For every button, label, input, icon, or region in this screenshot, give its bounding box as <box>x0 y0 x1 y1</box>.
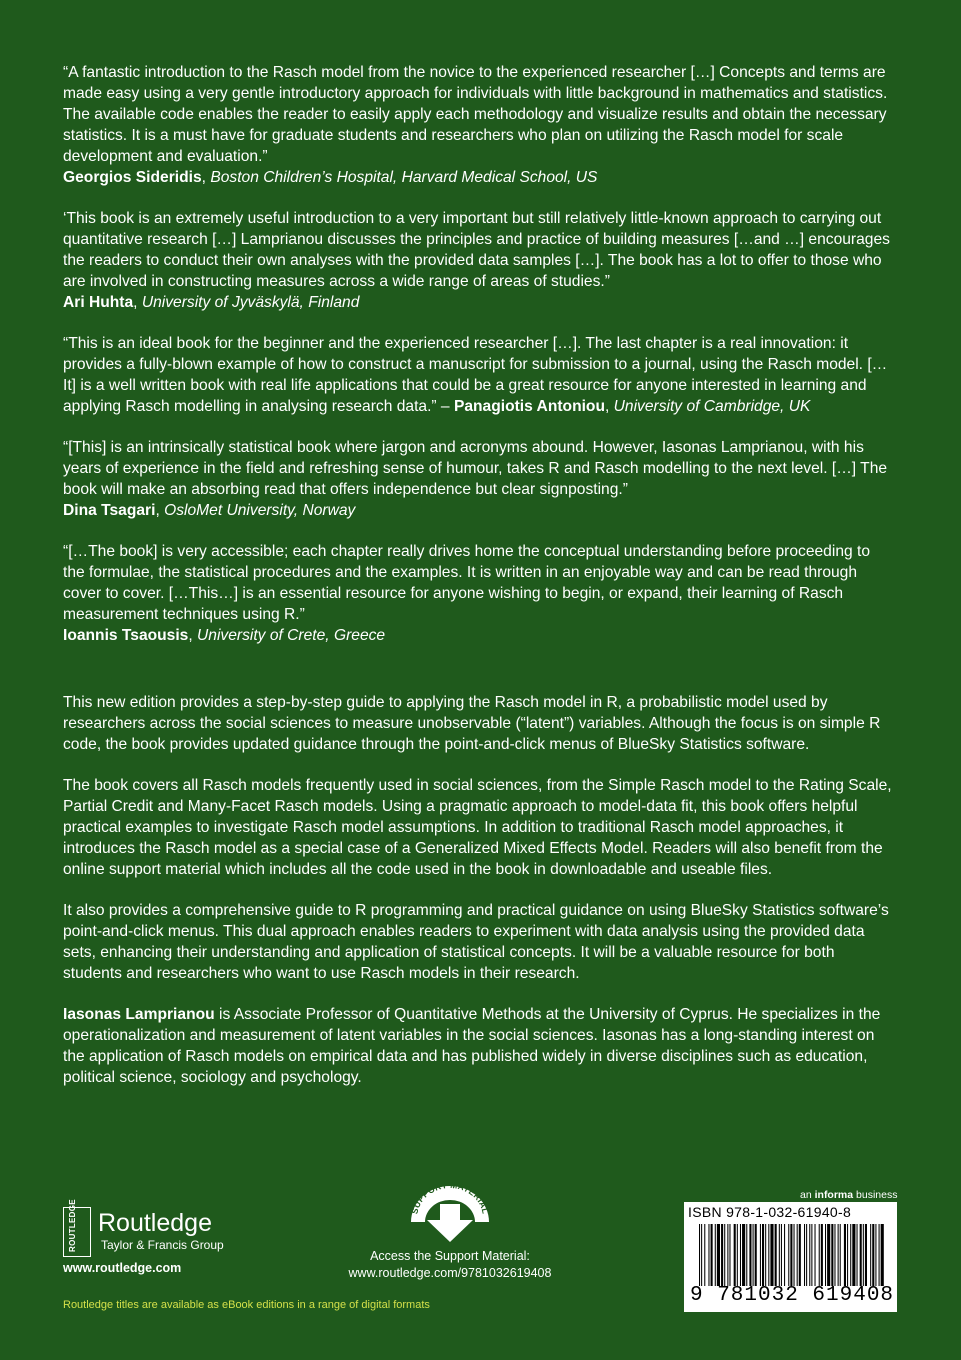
barcode-bar <box>799 1224 801 1286</box>
barcode-bar <box>806 1224 807 1286</box>
description-paragraph: The book covers all Rasch models frequently used in social sciences, from the Simple Rasch model to the Rating Scale, Partial Credit and Many-Facet Rasch models. Using a pragmatic approach to model-data fit, this book offers helpful practical examples to investigate Rasch model assumptions. In addition to traditional Rasch model approaches, it introduces the Rasch model as a special case of a Generalized Mixed Effects Model. Readers will also benefit from the online support material which includes all the code used in the book in downloadable and useable files. <box>63 777 892 878</box>
quote-text: “This is an ideal book for the beginner and the experienced researcher […]. The last chapter is a real innovation: it provides a fully-blown example of how to construct a manuscript for submission to a journal, using the Rasch model. […It] is a well written book with real life applications that could be a great resource for anyone interested in learning and applying Rasch modelling in analysing research data.” – <box>63 335 888 415</box>
back-cover-text <box>63 62 893 1088</box>
barcode-bar <box>857 1224 858 1286</box>
quote-source: Georgios Sideridis, Boston Children’s Hospital, Harvard Medical School, US <box>63 169 598 186</box>
barcode-bar <box>727 1224 728 1286</box>
isbn-text: ISBN 978-1-032-61940-8 <box>688 1204 852 1220</box>
barcode-bar <box>847 1224 848 1286</box>
publisher-url[interactable]: www.routledge.com <box>63 1261 182 1275</box>
barcode-bar <box>721 1224 723 1286</box>
barcode-bar <box>742 1224 745 1286</box>
barcode-bar <box>729 1224 730 1286</box>
ebook-note: Routledge titles are available as eBook editions in a range of digital formats <box>63 1299 430 1311</box>
author-name: Iasonas Lamprianou <box>63 1006 215 1023</box>
barcode-bar <box>746 1224 747 1286</box>
barcode-bar <box>875 1224 876 1286</box>
informa-business-label: an informa business <box>800 1189 898 1201</box>
barcode-bar <box>755 1224 757 1286</box>
review-quote <box>63 62 893 188</box>
description-paragraph: This new edition provides a step-by-step guide to applying the Rasch model in R, a probabilistic model used by researchers across the social sciences to measure unobservable (“latent”) variables. Although the focus is on simple R code, the book provides updated guidance through the point-and-click menus of BlueSky Statistics software. <box>63 694 881 753</box>
barcode-bar <box>811 1224 812 1286</box>
barcode-bar <box>827 1224 830 1286</box>
routledge-logo <box>63 1199 233 1259</box>
barcode-bar <box>844 1224 846 1286</box>
support-badge-text: SUPPORT MATERIAL <box>409 1182 491 1215</box>
publisher-name: Routledge <box>98 1209 212 1237</box>
quote-source: Ioannis Tsaousis, University of Crete, Greece <box>63 627 386 644</box>
reviewer-name: Ari Huhta <box>63 294 134 311</box>
quote-text: “[This] is an intrinsically statistical book where jargon and acronyms abound. However, Iasonas Lamprianou, with his years of experience in the field and refreshing sense of humour, takes R and Rasch modelling to the next level. […] The book will make an absorbing read that offers independence but clear signposting.” <box>63 439 888 498</box>
barcode-bar <box>781 1224 782 1286</box>
isbn-barcode <box>684 1202 897 1312</box>
barcode-bar <box>865 1224 867 1286</box>
barcode-digits: 9 781032 619408 <box>690 1284 895 1307</box>
quote-text: “A fantastic introduction to the Rasch model from the novice to the experienced researcher […] Concepts and terms are made easy using a very gentle introductory approach for individuals with little background in mathematics and statistics. The available code enables the reader to easily apply each methodology and visualize results and obtain the necessary statistics. It is a must have for graduate students and researchers who plan on utilizing the Rasch model for scale development and evaluation.” <box>63 64 888 165</box>
reviewer-affiliation: OsloMet University, Norway <box>164 502 356 519</box>
barcode-bar <box>804 1224 805 1286</box>
routledge-mark-icon: ROUTLEDGE <box>63 1207 91 1257</box>
barcode-bar <box>872 1224 874 1286</box>
support-material-block <box>330 1182 570 1282</box>
spacer <box>63 666 893 692</box>
support-material-download-icon <box>405 1182 495 1244</box>
barcode-bar <box>734 1224 736 1286</box>
barcode-bar <box>701 1224 702 1286</box>
barcode-bar <box>819 1224 820 1286</box>
barcode-bar <box>762 1224 764 1286</box>
barcode-bar <box>860 1224 862 1286</box>
quote-text: “[…The book] is very accessible; each chapter really drives home the conceptual understanding before proceeding to the formulae, the statistical procedures and the examples. It is written in an enjoyable way and can be read through cover to cover. […This…] is an essential resource for anyone wishing to begin, or expand, their learning of Rasch measurement techniques using R.” <box>63 543 870 623</box>
barcode-bar <box>852 1224 855 1286</box>
barcode-bar <box>879 1224 880 1286</box>
barcode-bar <box>840 1224 841 1286</box>
reviewer-affiliation: University of Cambridge, UK <box>613 398 811 415</box>
barcode-bar <box>821 1224 823 1286</box>
barcode-bar <box>790 1224 792 1286</box>
barcode-bar <box>838 1224 839 1286</box>
reviewer-name: Dina Tsagari <box>63 502 156 519</box>
barcode-bar <box>779 1224 780 1286</box>
barcode-bar <box>831 1224 833 1286</box>
barcode-bar <box>850 1224 851 1286</box>
barcode-bar <box>815 1224 816 1286</box>
barcode-bar <box>834 1224 835 1286</box>
barcode-bar <box>825 1224 826 1286</box>
barcode-bar <box>760 1224 761 1286</box>
barcode-bar <box>794 1224 795 1286</box>
review-quote <box>63 437 893 521</box>
barcode-bar <box>809 1224 810 1286</box>
barcode-bar <box>708 1224 709 1286</box>
barcode-bar <box>740 1224 741 1286</box>
barcode-bar <box>699 1224 700 1286</box>
barcode-bar <box>765 1224 766 1286</box>
reviewer-name: Georgios Sideridis <box>63 169 202 186</box>
publisher-group: Taylor & Francis Group <box>101 1238 224 1252</box>
review-quote <box>63 541 893 646</box>
author-bio-text: is Associate Professor of Quantitative Methods at the University of Cyprus. He specializes in the operationalization and measurement of latent variables in the social sciences. Iasonas has a long-standing interest on the application of Rasch models on empirical data and has published widely in diverse disciplines such as education, political science, sociology and psychology. <box>63 1006 881 1086</box>
barcode-bar <box>737 1224 738 1286</box>
quote-source: Ari Huhta, University of Jyväskylä, Finland <box>63 294 360 311</box>
quote-source: Dina Tsagari, OsloMet University, Norway <box>63 502 356 519</box>
review-quote <box>63 208 893 313</box>
reviewer-name: Panagiotis Antoniou <box>453 398 605 415</box>
reviewer-name: Ioannis Tsaousis <box>63 627 189 644</box>
barcode-bars <box>699 1224 884 1286</box>
barcode-bar <box>775 1224 777 1286</box>
barcode-bar <box>870 1224 871 1286</box>
description-paragraph: It also provides a comprehensive guide to R programming and practical guidance on using BlueSky Statistics software’s point-and-click menus. This dual approach enables readers to experiment with data analysis using the provided data sets, enhancing their understanding and application of statistical concepts. It will be a valuable resource for both students and researchers who want to use Rasch models in their research. <box>63 902 889 982</box>
barcode-bar <box>797 1224 798 1286</box>
review-quote: “This is an ideal book for the beginner and the experienced researcher […]. The last chapter is a real innovation: it provides a fully-blown example of how to construct a manuscript for submission to a journal, using the Rasch model. […It] is a well written book with real life applications that could be a great resource for anyone interested in learning and applying Rasch modelling in analysing research data.” – Panagiotis Antoniou, University of Cambridge, UK <box>63 335 888 415</box>
barcode-bar <box>711 1224 713 1286</box>
barcode-bar <box>704 1224 705 1286</box>
author-bio <box>63 1004 893 1088</box>
barcode-bar <box>770 1224 773 1286</box>
reviewer-affiliation: Boston Children’s Hospital, Harvard Medical School, US <box>210 169 598 186</box>
support-url[interactable]: www.routledge.com/9781032619408 <box>348 1266 552 1280</box>
barcode-bar <box>724 1224 725 1286</box>
barcode-bar <box>715 1224 716 1286</box>
quote-text: ‘This book is an extremely useful introduction to a very important but still relatively little-known approach to carrying out quantitative research […] Lamprianou discusses the principles and practice of building measures […and …] encourages the readers to conduct their own analyses with the provided data samples […]. The book has a lot to offer to those who are involved in constructing measures across a wide range of areas of studies.” <box>63 210 890 290</box>
barcode-bar <box>753 1224 754 1286</box>
barcode-bar <box>749 1224 751 1286</box>
support-line-1: Access the Support Material: <box>370 1249 530 1263</box>
reviewer-affiliation: University of Crete, Greece <box>197 627 386 644</box>
reviewer-affiliation: University of Jyväskylä, Finland <box>141 294 360 311</box>
barcode-bar <box>788 1224 789 1286</box>
barcode-bar <box>784 1224 785 1286</box>
barcode-bar <box>768 1224 769 1286</box>
barcode-bar <box>863 1224 864 1286</box>
barcode-bar <box>881 1224 884 1286</box>
barcode-bar <box>717 1224 720 1286</box>
